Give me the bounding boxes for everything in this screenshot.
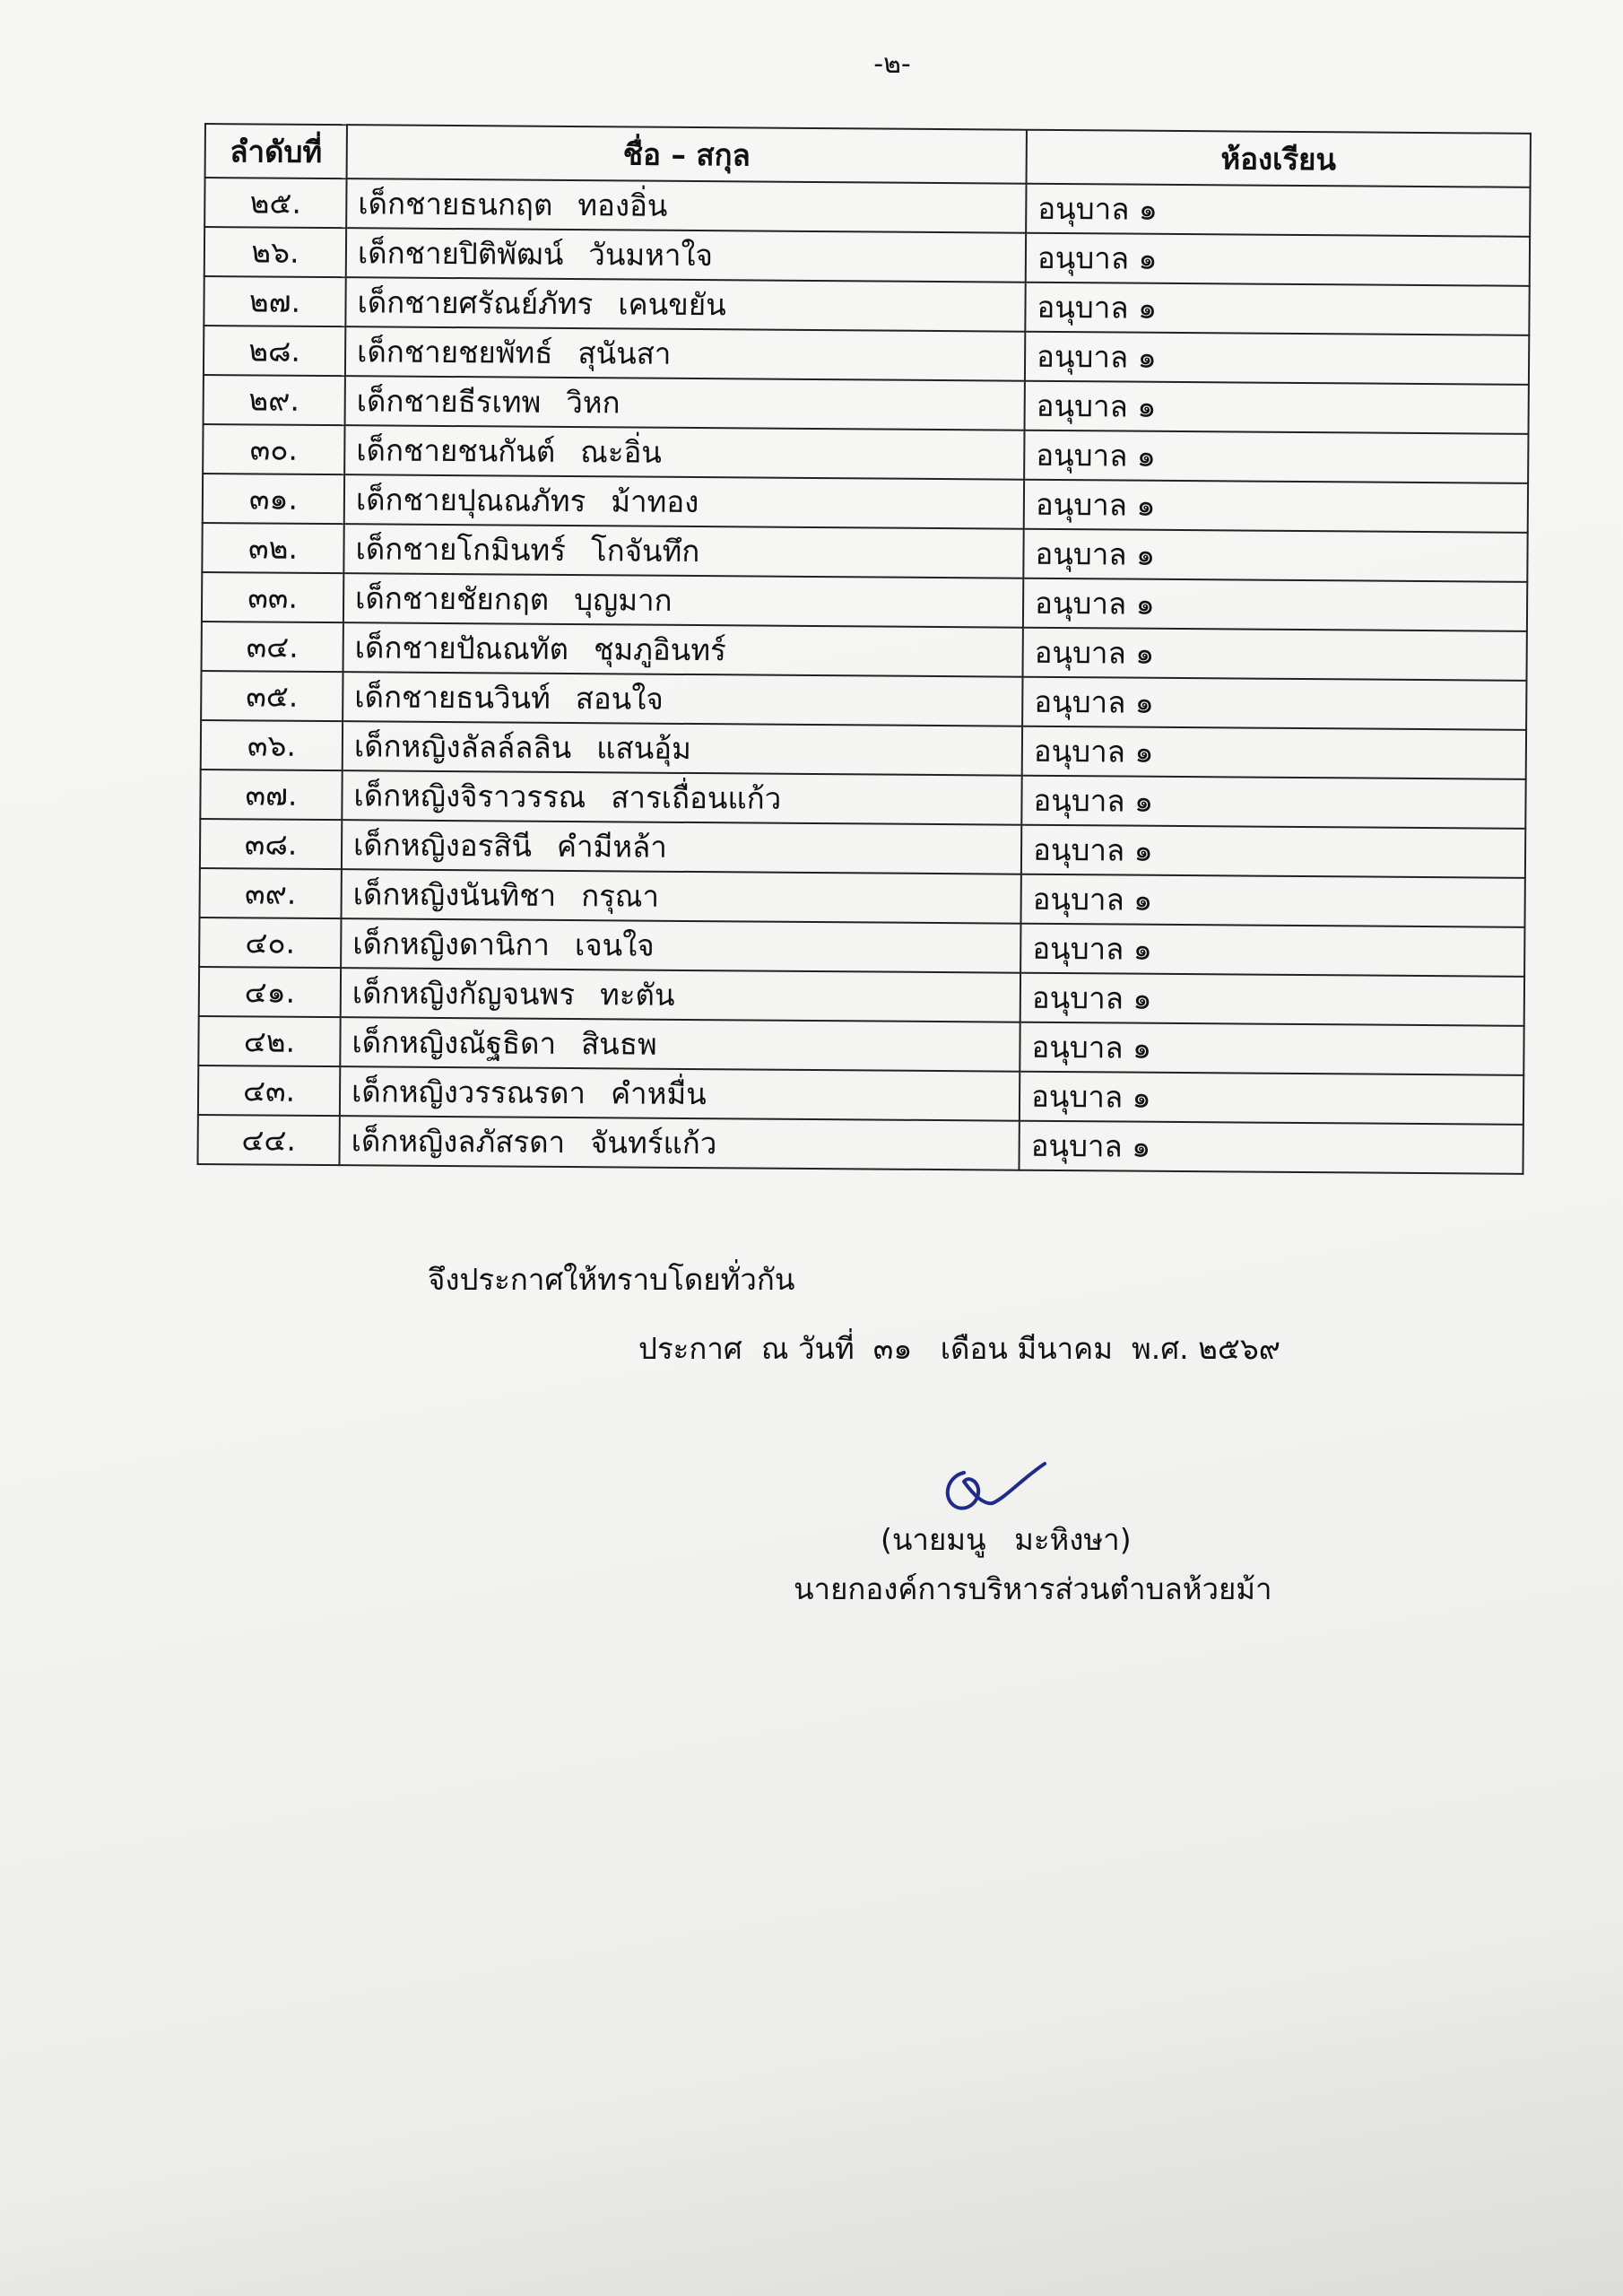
row-number: ๔๓. [198,1065,340,1116]
row-number: ๒๖. [204,227,346,277]
first-name: เด็กหญิงลัลล์ลลิน [353,728,572,766]
first-name: เด็กชายปัณณทัต [354,630,569,666]
page-number-text: -๒- [873,48,911,80]
row-classroom: อนุบาล ๑ [1024,480,1528,533]
row-number: ๒๙. [204,375,345,425]
first-name: เด็กชายธีรเทพ [356,383,542,420]
first-name: เด็กหญิงดานิกา [352,926,551,962]
row-name [344,425,1024,480]
row-name [346,228,1026,283]
row-classroom: อนุบาล ๑ [1020,973,1524,1026]
row-number: ๓๗. [200,770,342,820]
row-number: ๓๕. [201,671,343,721]
last-name: คำหมื่น [610,1075,707,1112]
row-number: ๓๑. [203,474,344,524]
student-roster-table [196,123,1531,1175]
row-name [342,770,1021,825]
first-name: เด็กหญิงจิราวรรณ [353,778,586,815]
row-number: ๓๘. [200,819,342,869]
row-name [343,672,1022,726]
row-classroom: อนุบาล ๑ [1026,233,1530,286]
first-name: เด็กชายธนกฤต [358,186,553,222]
row-classroom: อนุบาล ๑ [1025,332,1529,385]
row-name [344,474,1024,529]
row-number: ๓๓. [202,572,343,622]
row-number: ๔๑. [199,967,341,1017]
row-number: ๔๒. [198,1016,340,1066]
last-name: ทองอิ่น [577,187,668,223]
last-name: วิหก [566,384,621,421]
first-name: เด็กหญิงกัญจนพร [352,975,576,1013]
first-name: เด็กชายชัยกฤต [354,580,550,617]
first-name: เด็กหญิงอรสินี [352,827,533,864]
row-name [346,178,1026,233]
row-classroom: อนุบาล ๑ [1022,726,1526,779]
first-name: เด็กชายศรัณย์ภัทร [357,284,594,322]
row-name [343,622,1023,677]
last-name: ชุมภูอินทร์ [593,631,726,668]
row-classroom: อนุบาล ๑ [1024,430,1528,483]
last-name: สุนันสา [577,335,672,371]
first-name: เด็กหญิงลภัสรดา [351,1123,566,1160]
row-number: ๓๐. [203,424,344,474]
row-classroom: อนุบาล ๑ [1025,381,1529,434]
last-name: สอนใจ [575,681,664,717]
last-name: แสนอุ้ม [596,730,691,766]
row-name [343,573,1023,628]
first-name: เด็กหญิงณัฐธิดา [352,1024,557,1061]
last-name: ณะอิ่น [580,434,663,470]
row-number: ๒๕. [204,178,346,228]
row-number: ๒๗. [204,276,345,326]
row-classroom: อนุบาล ๑ [1025,283,1529,335]
row-classroom: อนุบาล ๑ [1020,874,1524,927]
first-name: เด็กชายโกมินทร์ [355,531,567,568]
closing-statement: จึงประกาศให้ทราบโดยทั่วกัน [428,1262,795,1297]
row-name [345,277,1025,332]
row-name [342,869,1021,924]
row-name [341,968,1020,1022]
row-name [340,1066,1020,1121]
last-name: จันทร์แก้ว [590,1125,717,1161]
announcement-date: ประกาศ ณ วันที่ ๓๑ เดือน มีนาคม พ.ศ. ๒๕๖๙ [638,1331,1280,1366]
row-classroom: อนุบาล ๑ [1020,1022,1523,1075]
last-name: ทะตัน [599,977,675,1013]
handwritten-signature [937,1453,1054,1525]
row-number: ๒๘. [204,326,345,376]
row-name [345,326,1025,381]
table-header-row [205,124,1531,187]
first-name: เด็กชายธนวินท์ [354,679,551,716]
header-classroom: ห้องเรียน [1027,130,1531,187]
row-number: ๓๒. [202,523,343,573]
row-classroom: อนุบาล ๑ [1019,1121,1523,1174]
table-row [197,1115,1523,1174]
row-classroom: อนุบาล ๑ [1022,628,1526,681]
first-name: เด็กชายปิติพัฒน์ [357,235,564,272]
last-name: เคนขยัน [618,286,726,323]
last-name: เจนใจ [574,927,655,963]
row-name [342,820,1021,874]
row-number: ๓๙. [200,868,342,918]
last-name: โกจันทึก [590,533,700,570]
row-classroom: อนุบาล ๑ [1021,776,1525,829]
last-name: วันมหาใจ [588,237,714,274]
last-name: บุญมาก [574,582,673,618]
first-name: เด็กหญิงนันทิชา [352,876,557,913]
first-name: เด็กชายปุณณภัทร [355,482,586,519]
row-number: ๓๖. [201,720,343,770]
row-number: ๔๐. [199,918,341,968]
row-name [343,721,1022,776]
last-name: ม้าทอง [611,483,699,520]
page-number [843,43,942,85]
last-name: คำมีหล้า [556,828,668,865]
row-classroom: อนุบาล ๑ [1020,1072,1523,1125]
row-classroom: อนุบาล ๑ [1022,677,1526,730]
row-name [339,1116,1019,1170]
last-name: สินธพ [580,1026,657,1062]
header-number: ลำดับที่ [205,124,347,178]
first-name: เด็กหญิงวรรณรดา [351,1074,586,1111]
last-name: สารเถื่อนแก้ว [611,779,782,816]
first-name: เด็กชายชยพัทธ์ [356,334,553,370]
row-name [345,376,1025,430]
row-classroom: อนุบาล ๑ [1021,825,1525,878]
row-name [340,1017,1020,1072]
signer-name: (นายมนู มะหิงษา) [881,1522,1132,1557]
row-classroom: อนุบาล ๑ [1023,529,1527,582]
header-name: ชื่อ – สกุล [347,125,1027,184]
row-number: ๓๔. [202,622,343,672]
last-name: กรุณา [581,878,660,914]
row-classroom: อนุบาล ๑ [1020,924,1524,977]
row-number: ๔๔. [197,1115,339,1165]
row-name [343,524,1023,578]
signer-title: นายกองค์การบริหารส่วนตำบลห้วยม้า [794,1571,1272,1606]
row-name [341,918,1020,973]
row-classroom: อนุบาล ๑ [1026,184,1530,237]
first-name: เด็กชายชนกันต์ [356,432,556,469]
row-classroom: อนุบาล ๑ [1023,578,1527,631]
